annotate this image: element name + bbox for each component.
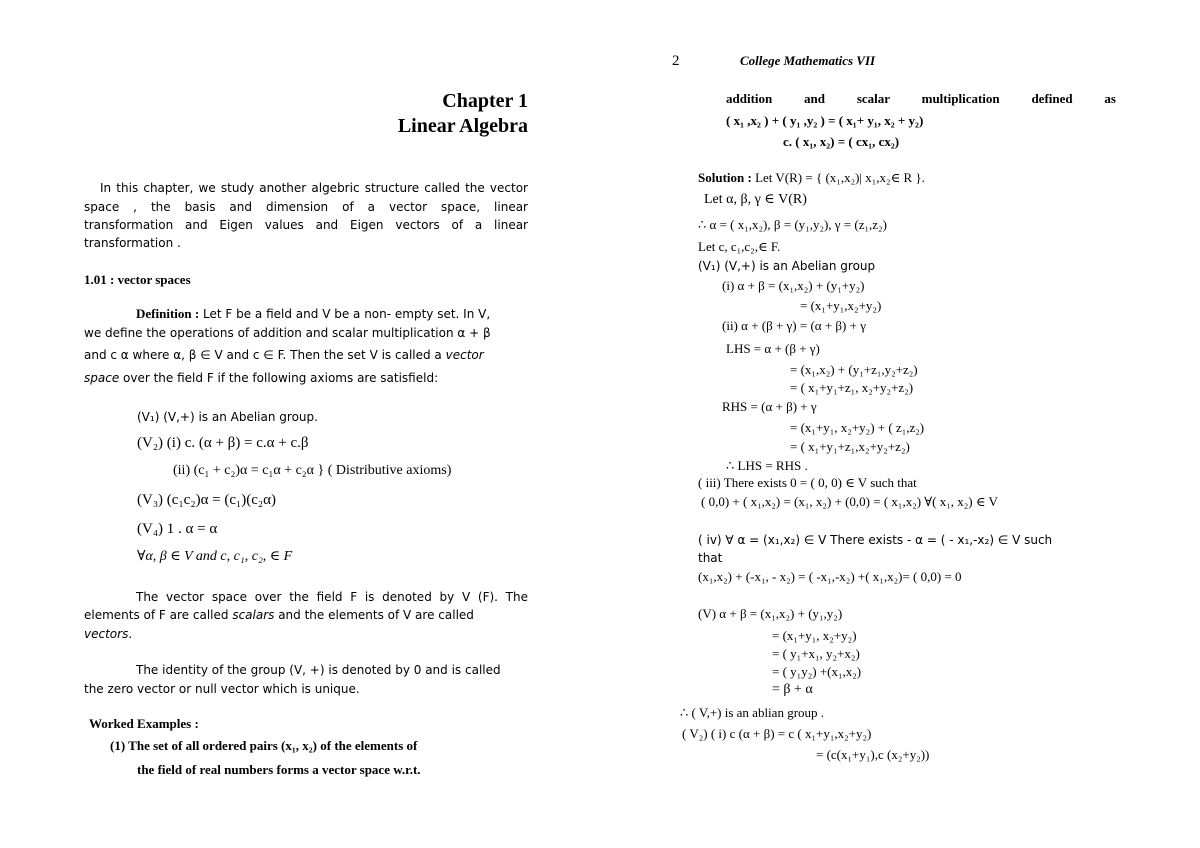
vectors-term: vectors xyxy=(84,627,129,641)
definition-line-2: we define the operations of addition and scalar multiplication α + β xyxy=(84,326,491,340)
sol-line-3: ∴ α = ( x₁,x₂), β = (y₁,y₂), γ = (z₁,z₂) xyxy=(698,217,887,232)
definition-line-3: and c α where α, β ∈ V and c ∈ F. Then the set V is called a vector xyxy=(84,348,484,362)
intro-line-4: transformation . xyxy=(84,236,181,250)
sol-line-28: = (c(x₁+y₁),c (x₂+y₂)) xyxy=(816,747,930,762)
sol-line-4: Let c, c₁,c₂,∈ F. xyxy=(698,239,781,254)
sol-line-13: = (x₁+y₁, x₂+y₂) + ( z₁,z₂) xyxy=(790,420,925,435)
sol-line-11: = ( x₁+y₁+z₁, x₂+y₂+z₂) xyxy=(790,380,914,395)
sol-line-17: ( 0,0) + ( x₁,x₂) = (x₁, x₂) + (0,0) = ( x₁,x₂) ∀( x₁, x₂) ∈ V xyxy=(701,494,998,509)
chapter-number: Chapter 1 xyxy=(442,90,528,112)
sol-line-7: = (x₁+y₁,x₂+y₂) xyxy=(800,298,882,313)
vector-term: vector xyxy=(445,348,484,362)
axiom-v3: (V₃) (c₁c₂)α = (c₁)(c₂α) xyxy=(137,492,276,508)
sol-line-15: ∴ LHS = RHS . xyxy=(726,458,808,473)
top-line-2: ( x₁ ,x₂ ) + ( y₁ ,y₂ ) = ( x₁+ y₁, x₂ + y₂) xyxy=(726,113,924,128)
para2-line-1: The identity of the group (V, +) is denoted by 0 and is called xyxy=(136,663,501,677)
intro-line-1: In this chapter, we study another algebric structure called the vector xyxy=(100,181,528,195)
chapter-title: Linear Algebra xyxy=(397,115,528,137)
sol-line-20: (x₁,x₂) + (-x₁, - x₂) = ( -x₁,-x₂) +( x₁,x₂)= ( 0,0) = 0 xyxy=(698,569,962,584)
sol-line-10: = (x₁,x₂) + (y₁+z₁,y₂+z₂) xyxy=(790,362,918,377)
axiom-v4: (V₄) 1 . α = α xyxy=(137,521,218,537)
sol-line-5: (V₁) (V,+) is an Abelian group xyxy=(698,259,876,273)
intro-line-2: space , the basis and dimension of a vector space, linear xyxy=(84,200,528,214)
sol-line-27: ( V₂) ( i) c (α + β) = c ( x₁+y₁,x₂+y₂) xyxy=(682,726,872,741)
solution-line: Solution : Let V(R) = { (x₁,x₂)| x₁,x₂∈ R }. xyxy=(698,170,925,185)
intro-line-3: transformation and Eigen values and Eigen vectors of a linear xyxy=(84,218,528,232)
axiom-v1: (V₁) (V,+) is an Abelian group. xyxy=(137,410,318,424)
top-line-3: c. ( x₁, x₂) = ( cx₁, cx₂) xyxy=(783,134,900,149)
sol-line-23: = ( y₁+x₁, y₂+x₂) xyxy=(772,646,860,661)
page-number: 2 xyxy=(672,53,680,69)
right-page xyxy=(600,0,1200,848)
sol-line-9: LHS = α + (β + γ) xyxy=(726,341,820,356)
sol-line-12: RHS = (α + β) + γ xyxy=(722,399,817,414)
sol-line-6: (i) α + β = (x₁,x₂) + (y₁+y₂) xyxy=(722,278,865,293)
scalars-term: scalars xyxy=(232,608,275,622)
axiom-v2-i: (V₂) (i) c. (α + β) = c.α + c.β xyxy=(137,435,309,451)
sol-line-2: Let α, β, γ ∈ V(R) xyxy=(704,192,807,207)
axiom-v2-ii: (ii) (c₁ + c₂)α = c₁α + c₂α } ( Distributive axioms) xyxy=(173,463,452,478)
sol-line-21: (V) α + β = (x₁,x₂) + (y₁,y₂) xyxy=(698,606,843,621)
sol-line-14: = ( x₁+y₁+z₁,x₂+y₂+z₂) xyxy=(790,439,910,454)
sol-line-24: = ( y₁y₂) +(x₁,x₂) xyxy=(772,664,862,679)
example-1-line-1: (1) The set of all ordered pairs (x₁, x₂) of the elements of xyxy=(110,738,418,753)
sol-line-18: ( iv) ∀ α = (x₁,x₂) ∈ V There exists - α = ( - x₁,-x₂) ∈ V such xyxy=(698,533,1053,547)
example-1-line-2: the field of real numbers forms a vector space w.r.t. xyxy=(137,762,421,777)
para1-line-3: vectors. xyxy=(84,627,133,641)
para2-line-2: the zero vector or null vector which is unique. xyxy=(84,682,360,696)
definition-line-1: Definition : Let F be a field and V be a non- empty set. In V, xyxy=(136,306,491,321)
running-title: College Mathematics VII xyxy=(740,53,876,68)
section-heading: 1.01 : vector spaces xyxy=(84,272,191,287)
axiom-quantifier: ∀α, β ∈ V and c, c₁, c₂, ∈ F xyxy=(137,549,293,564)
para1-line-2: elements of F are called scalars and the elements of V are called xyxy=(84,608,474,622)
para1-line-1: The vector space over the field F is denoted by V (F). The xyxy=(136,590,528,604)
sol-line-26: ∴ ( V,+) is an ablian group . xyxy=(680,705,825,720)
sol-line-19: that xyxy=(698,551,723,565)
sol-line-16: ( iii) There exists 0 = ( 0, 0) ∈ V such that xyxy=(698,475,917,490)
sol-line-22: = (x₁+y₁, x₂+y₂) xyxy=(772,628,857,643)
space-term: space xyxy=(84,371,120,385)
worked-examples-heading: Worked Examples : xyxy=(89,716,199,731)
sol-line-25: = β + α xyxy=(772,682,813,697)
definition-line-4: space over the field F if the following axioms are satisfield: xyxy=(84,371,439,385)
top-line-1: addition and scalar multiplication defined as xyxy=(726,91,1116,106)
definition-label: Definition : xyxy=(136,306,200,321)
sol-line-8: (ii) α + (β + γ) = (α + β) + γ xyxy=(722,318,866,333)
solution-label: Solution : xyxy=(698,170,752,185)
